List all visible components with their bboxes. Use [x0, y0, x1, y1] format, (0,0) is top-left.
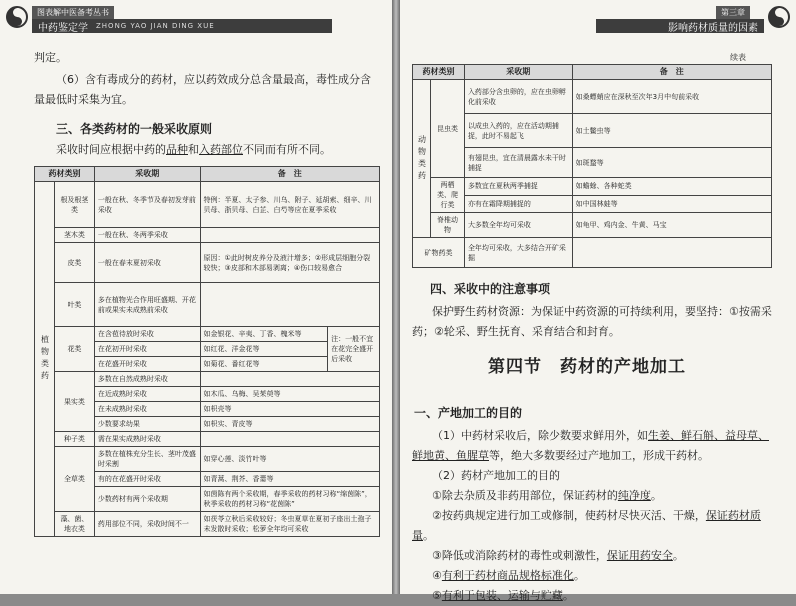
book-spine [392, 0, 400, 594]
table-cell: 以成虫入药的，应在活动期捕捉，此时不易起飞 [464, 114, 572, 148]
underlined-term: 保证药材质量 [412, 509, 761, 542]
table-header: 采收期 [94, 167, 200, 182]
table-cell: 在花初开时采收 [94, 342, 200, 357]
underlined-term: 纯净度 [617, 489, 651, 502]
table-cell: 多在植物光合作用旺盛期、开花前或果实未成熟前采收 [94, 283, 200, 327]
harvest-table-continued [412, 64, 772, 268]
table-cell: 全草类 [54, 447, 94, 512]
underlined-term: 有利于药材商品规格标准化 [441, 569, 574, 582]
table-cell [200, 283, 379, 327]
book-title: 中药鉴定学 [38, 22, 88, 34]
table-cell: 如木瓜、乌梅、吴茱萸等 [200, 387, 379, 402]
section-heading: 三、各类药材的一般采收原则 [56, 122, 213, 136]
underlined-term: 品种 [166, 143, 188, 156]
table-cell: 多数在植株充分生长、茎叶茂盛时采割 [94, 447, 200, 472]
table-cell: 根及根茎类 [54, 182, 94, 228]
paragraph: （6）含有毒成分的药材，应以药效成分总含量最高，毒性成分含量最低时采集为宜。 [34, 73, 371, 106]
table-cell: 昆虫类 [430, 80, 464, 178]
table-cell: 注：一般不宜在花完全盛开后采收 [328, 327, 380, 372]
running-header [32, 19, 332, 33]
table-cell: 多数宜在夏秋两季捕捉 [464, 178, 572, 196]
section-heading: 一、产地加工的目的 [414, 406, 523, 420]
table-cell [200, 432, 379, 447]
paragraph: （1）中药材采收后，除少数要求鲜用外，如生姜、鲜石斛、益母草、鲜地黄、鱼腥草等，绝大多数要经过产地加工，形成干药材。 [412, 429, 769, 462]
table-cell: 一般在秋、冬两季采收 [94, 228, 200, 243]
table-cell: 少数药材有两个采收期 [94, 487, 200, 512]
table-cell: 有翅昆虫，宜在清晨露水未干时捕捉 [464, 148, 572, 178]
table-cell: 多数在自然成熟时采收 [94, 372, 200, 387]
paragraph: 采收时间应根据中药的品种和入药部位不同而有所不同。 [56, 143, 331, 156]
table-cell: 需在果实成熟时采收 [94, 432, 200, 447]
table-cell: 如青蒿、荆芥、香薷等 [200, 472, 379, 487]
underlined-term: 入药部位 [199, 143, 243, 156]
chapter-label: 第三章 [716, 6, 750, 19]
table-cell: 如蟾蜍、各种蛇类 [572, 178, 771, 196]
table-cell: 亦有在霜降期捕捉的 [464, 195, 572, 213]
table-cell: 如枳实、青皮等 [200, 417, 379, 432]
table-cell [200, 372, 379, 387]
group-label: 植物类药 [35, 182, 55, 537]
section-title: 第四节 药材的产地加工 [488, 357, 686, 377]
running-header [596, 19, 764, 33]
table-header: 备 注 [200, 167, 379, 182]
table-cell: 如斑蝥等 [572, 148, 771, 178]
table-cell: 在近成熟时采收 [94, 387, 200, 402]
table-header: 采收期 [464, 65, 572, 80]
table-cell: 一般在春末夏初采收 [94, 243, 200, 283]
left-page [0, 0, 392, 594]
table-cell: 脊椎动物 [430, 213, 464, 238]
yin-yang-icon [768, 6, 790, 28]
table-cell: 果实类 [54, 372, 94, 432]
table-cell: 如菊花、番红花等 [200, 357, 328, 372]
table-header: 药材类别 [35, 167, 95, 182]
table-cell: 少数要求幼果 [94, 417, 200, 432]
table-cell: 两栖类、爬行类 [430, 178, 464, 213]
table-cell: 在含苞待放时采收 [94, 327, 200, 342]
table-cell: 如穿心莲、淡竹叶等 [200, 447, 379, 472]
table-cell [200, 228, 379, 243]
table-cell: 在未成熟时采收 [94, 402, 200, 417]
table-cell: 如红花、洋金花等 [200, 342, 328, 357]
table-cell: 一般在秋、冬季节及春初发芽前采收 [94, 182, 200, 228]
table-cell: 如龟甲、鸡内金、牛黄、马宝 [572, 213, 771, 238]
table-cell: 特例：半夏、太子参、川乌、附子、延胡索、细辛、川贝母、浙贝母、白芷、白芍等应在夏季采收 [200, 182, 379, 228]
table-cell: 茎木类 [54, 228, 94, 243]
table-header: 药材类别 [413, 65, 465, 80]
table-cell: 皮类 [54, 243, 94, 283]
list-item: ⑤有利于包装、运输与贮藏。 [432, 589, 574, 602]
list-item: ②按药典规定进行加工或修制，使药材尽快灭活、干燥，保证药材质量。 [412, 509, 761, 542]
group-label: 动物类药 [413, 80, 431, 238]
table-cell: 如金银花、辛夷、丁香、槐米等 [200, 327, 328, 342]
underlined-term: 有利于包装、运输与贮藏 [441, 589, 563, 602]
table-cell: 如茯苓立秋后采收较好；冬虫夏草在夏初子座出土孢子未发散时采收；松萝全年均可采收 [200, 512, 379, 537]
book-title-pinyin: ZHONG YAO JIAN DING XUE [96, 22, 215, 30]
table-cell: 有的在花盛开时采收 [94, 472, 200, 487]
table-cell: 藻、菌、地衣类 [54, 512, 94, 537]
table-cell: 在花盛开时采收 [94, 357, 200, 372]
right-page [400, 0, 796, 602]
table-header: 备 注 [572, 65, 771, 80]
list-item: ④有利于药材商品规格标准化。 [432, 569, 585, 582]
table-cell: 入药部分含虫卵的，应在虫卵孵化前采收 [464, 80, 572, 114]
table-cell: 叶类 [54, 283, 94, 327]
table-cell: 如桑螵蛸应在深秋至次年3月中旬前采收 [572, 80, 771, 114]
yin-yang-icon [6, 6, 28, 28]
table-cell: 大多数全年均可采收 [464, 213, 572, 238]
table-cell: 全年均可采收，大多结合开矿采掘 [464, 238, 572, 268]
paragraph: 判定。 [34, 51, 67, 64]
list-item: ③降低或消除药材的毒性或刺激性，保证用药安全。 [432, 549, 684, 562]
paragraph: 保护野生药材资源：为保证中药资源的可持续利用，要坚持：①按需采药；②轮采、野生抚育、采育结合和封育。 [412, 305, 772, 338]
harvest-table [34, 166, 380, 537]
table-cell: 如茵陈有两个采收期，春季采收的药材习称“绵茵陈”，秋季采收的药材习称“花茵陈” [200, 487, 379, 512]
table-cell: 原因：①此时树皮养分及液汁增多；②形成层细胞分裂较快；③皮部和木部易剥离；④伤口较易愈合 [200, 243, 379, 283]
table-cell: 如枳壳等 [200, 402, 379, 417]
table-cell: 矿物药类 [413, 238, 465, 268]
continued-label: 续表 [730, 53, 746, 62]
table-cell [572, 238, 771, 268]
table-cell: 药用部位不同，采收时间不一 [94, 512, 200, 537]
list-item: ①除去杂质及非药用部位，保证药材的纯净度。 [432, 489, 662, 502]
chapter-title: 影响药材质量的因素 [668, 22, 758, 34]
series-label: 图表解中医备考丛书 [32, 6, 114, 19]
table-cell: 如中国林蛙等 [572, 195, 771, 213]
table-cell: 如土鳖虫等 [572, 114, 771, 148]
table-cell: 种子类 [54, 432, 94, 447]
underlined-term: 生姜、鲜石斛、益母草、鲜地黄、鱼腥草 [412, 429, 769, 462]
table-cell: 花类 [54, 327, 94, 372]
underlined-term: 保证用药安全 [606, 549, 673, 562]
paragraph: （2）药材产地加工的目的 [432, 469, 560, 482]
section-heading: 四、采收中的注意事项 [430, 282, 551, 296]
